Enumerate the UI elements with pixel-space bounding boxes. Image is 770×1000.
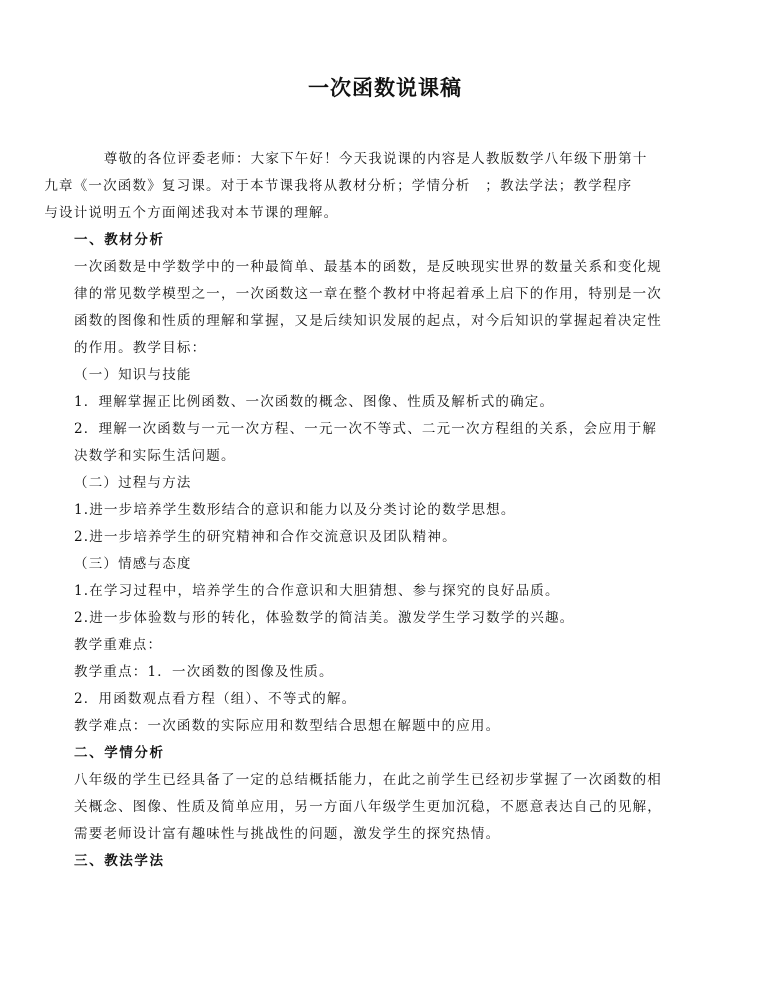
goal-heading-knowledge-skills: （一）知识与技能 <box>74 367 192 383</box>
goal-item <box>74 416 699 470</box>
goal-heading-emotion-attitude: （三）情感与态度 <box>74 556 192 572</box>
intro-paragraph <box>44 146 699 227</box>
textbook-analysis-paragraph <box>74 254 699 362</box>
goal-item: 1.进一步培养学生数形结合的意识和能力以及分类讨论的数学思想。 <box>74 502 516 518</box>
key-point: 教学重点：1．一次函数的图像及性质。 <box>74 664 334 680</box>
paragraph-line: 一次函数是中学数学中的一种最简单、最基本的函数，是反映现实世界的数量关系和变化规 <box>74 259 662 275</box>
section-heading-teaching-methods: 三、教法学法 <box>74 853 165 869</box>
intro-line: 九章《一次函数》复习课。对于本节课我将从教材分析；学情分析 ；教法学法；教学程序 <box>44 178 633 194</box>
paragraph-line: 的作用。教学目标： <box>74 340 207 356</box>
key-point: 2．用函数观点看方程（组）、不等式的解。 <box>74 691 357 707</box>
intro-line: 与设计说明五个方面阐述我对本节课的理解。 <box>44 205 339 221</box>
document-body <box>44 146 699 875</box>
paragraph-line: 需要老师设计富有趣味性与挑战性的问题，激发学生的探究热情。 <box>74 826 501 842</box>
paragraph-line: 八年级的学生已经具备了一定的总结概括能力，在此之前学生已经初步掌握了一次函数的相 <box>74 772 662 788</box>
section-heading-student-analysis: 二、学情分析 <box>74 745 165 761</box>
key-points-heading: 教学重难点： <box>74 637 163 653</box>
goal-item: 2.进一步体验数与形的转化，体验数学的简洁美。激发学生学习数学的兴趣。 <box>74 610 575 626</box>
goal-item: 2.进一步培养学生的研究精神和合作交流意识及团队精神。 <box>74 529 457 545</box>
paragraph-line: 律的常见数学模型之一，一次函数这一章在整个教材中将起着承上启下的作用，特别是一次 <box>74 286 662 302</box>
difficulty-point: 教学难点：一次函数的实际应用和数型结合思想在解题中的应用。 <box>74 718 501 734</box>
intro-line: 尊敬的各位评委老师：大家下午好！今天我说课的内容是人教版数学八年级下册第十 <box>103 151 648 167</box>
goal-item: 1.在学习过程中，培养学生的合作意识和大胆猜想、参与探究的良好品质。 <box>74 583 560 599</box>
paragraph-line: 关概念、图像、性质及简单应用，另一方面八年级学生更加沉稳，不愿意表达自己的见解， <box>74 799 662 815</box>
goal-heading-process-methods: （二）过程与方法 <box>74 475 192 491</box>
section-heading-textbook-analysis: 一、教材分析 <box>74 232 165 248</box>
paragraph-line: 函数的图像和性质的理解和掌握，又是后续知识发展的起点，对今后知识的掌握起着决定性 <box>74 313 662 329</box>
goal-item: 1．理解掌握正比例函数、一次函数的概念、图像、性质及解析式的确定。 <box>74 394 555 410</box>
goal-item-line: 决数学和实际生活问题。 <box>74 448 236 464</box>
goal-item-line: 2．理解一次函数与一元一次方程、一元一次不等式、二元一次方程组的关系，会应用于解 <box>74 421 658 437</box>
document-title: 一次函数说课稿 <box>308 75 462 100</box>
student-analysis-paragraph <box>74 767 699 848</box>
